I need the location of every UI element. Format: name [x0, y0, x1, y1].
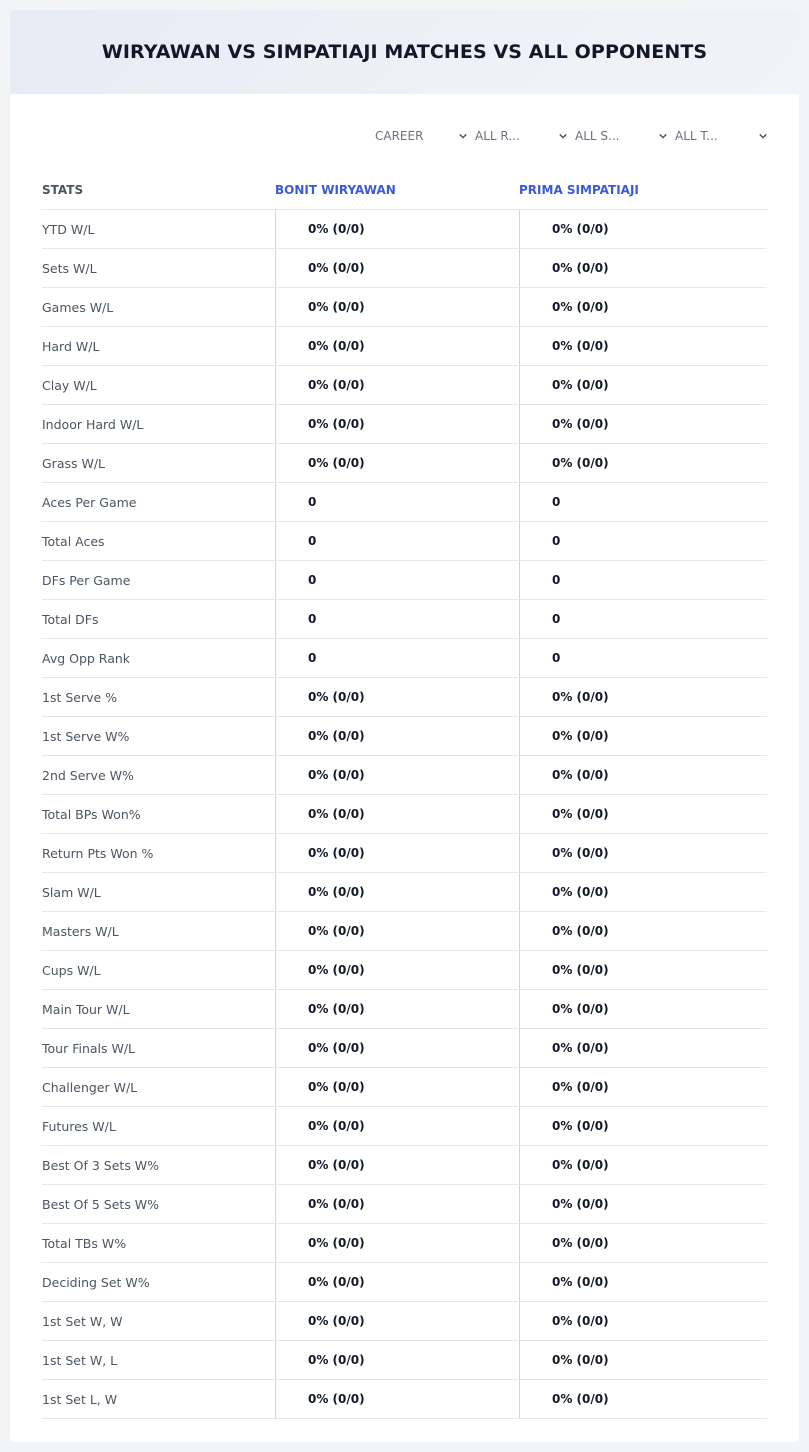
player2-value: 0 [519, 639, 767, 677]
player1-value: 0% (0/0) [275, 1263, 519, 1301]
table-row [42, 795, 767, 834]
player2-value: 0 [519, 522, 767, 560]
table-row [42, 834, 767, 873]
stat-label: 1st Serve W% [42, 728, 130, 744]
chevron-down-icon [559, 132, 567, 140]
player1-value: 0% (0/0) [275, 327, 519, 365]
player2-value: 0% (0/0) [519, 444, 767, 482]
stat-label: Total BPs Won% [42, 806, 141, 822]
player1-value: 0 [275, 639, 519, 677]
stats-card [10, 10, 799, 1442]
filter-label: CAREER [375, 129, 424, 143]
player1-value: 0% (0/0) [275, 1029, 519, 1067]
player2-value: 0% (0/0) [519, 1380, 767, 1418]
stat-label: Clay W/L [42, 377, 97, 393]
player2-value: 0% (0/0) [519, 405, 767, 443]
stat-label: Best Of 5 Sets W% [42, 1196, 160, 1212]
chevron-down-icon [759, 132, 767, 140]
player2-value: 0% (0/0) [519, 951, 767, 989]
table-row [42, 1380, 767, 1419]
stat-label: Slam W/L [42, 884, 101, 900]
table-row [42, 1302, 767, 1341]
player2-value: 0% (0/0) [519, 327, 767, 365]
stat-label: Masters W/L [42, 923, 119, 939]
column-header-player2[interactable]: PRIMA SIMPATIAJI [519, 182, 639, 197]
player1-value: 0% (0/0) [275, 1146, 519, 1184]
player1-value: 0% (0/0) [275, 990, 519, 1028]
stat-label: Challenger W/L [42, 1079, 138, 1095]
player2-value: 0% (0/0) [519, 1029, 767, 1067]
filter-period-select[interactable] [375, 127, 467, 145]
player1-value: 0% (0/0) [275, 249, 519, 287]
table-row [42, 249, 767, 288]
player2-value: 0 [519, 561, 767, 599]
player1-value: 0% (0/0) [275, 1302, 519, 1340]
player1-value: 0% (0/0) [275, 912, 519, 950]
chevron-down-icon [659, 132, 667, 140]
stat-label: Deciding Set W% [42, 1274, 150, 1290]
player1-value: 0% (0/0) [275, 756, 519, 794]
player1-value: 0% (0/0) [275, 1380, 519, 1418]
stat-label: 1st Serve % [42, 689, 118, 705]
table-row [42, 1341, 767, 1380]
table-row [42, 1263, 767, 1302]
player1-value: 0% (0/0) [275, 1107, 519, 1145]
table-row [42, 717, 767, 756]
table-row [42, 639, 767, 678]
table-row [42, 678, 767, 717]
stat-label: Sets W/L [42, 260, 97, 276]
stat-label: 1st Set L, W [42, 1391, 118, 1407]
table-row [42, 1224, 767, 1263]
stat-label: Total DFs [42, 611, 99, 627]
filter-label: ALL S... [575, 129, 620, 143]
player2-value: 0 [519, 483, 767, 521]
player2-value: 0% (0/0) [519, 1185, 767, 1223]
stat-label: Return Pts Won % [42, 845, 154, 861]
card-header [10, 10, 799, 94]
player2-value: 0% (0/0) [519, 1068, 767, 1106]
table-row [42, 210, 767, 249]
player1-value: 0% (0/0) [275, 795, 519, 833]
stat-label: Avg Opp Rank [42, 650, 131, 666]
stat-label: Total Aces [42, 533, 105, 549]
player1-value: 0% (0/0) [275, 717, 519, 755]
stat-label: 1st Set W, W [42, 1313, 123, 1329]
player2-value: 0% (0/0) [519, 1263, 767, 1301]
player2-value: 0% (0/0) [519, 249, 767, 287]
table-row [42, 951, 767, 990]
page-title: WIRYAWAN VS SIMPATIAJI MATCHES VS ALL OPPONENTS [101, 41, 708, 63]
filter-bar [375, 127, 767, 145]
stat-label: Games W/L [42, 299, 114, 315]
table-row [42, 1068, 767, 1107]
stat-label: Indoor Hard W/L [42, 416, 144, 432]
table-row [42, 990, 767, 1029]
player1-value: 0% (0/0) [275, 1068, 519, 1106]
player2-value: 0% (0/0) [519, 1107, 767, 1145]
stat-label: Main Tour W/L [42, 1001, 130, 1017]
table-row [42, 327, 767, 366]
filter-surface-select[interactable] [575, 127, 667, 145]
player2-value: 0% (0/0) [519, 912, 767, 950]
table-row [42, 366, 767, 405]
player2-value: 0% (0/0) [519, 1302, 767, 1340]
stats-table [42, 170, 767, 1419]
table-body [42, 210, 767, 1419]
player1-value: 0% (0/0) [275, 1224, 519, 1262]
table-header [42, 170, 767, 210]
table-row [42, 288, 767, 327]
table-row [42, 1107, 767, 1146]
player1-value: 0% (0/0) [275, 444, 519, 482]
table-row [42, 600, 767, 639]
player2-value: 0% (0/0) [519, 1146, 767, 1184]
player1-value: 0% (0/0) [275, 951, 519, 989]
player2-value: 0% (0/0) [519, 366, 767, 404]
player2-value: 0 [519, 600, 767, 638]
filter-label: ALL T... [675, 129, 718, 143]
table-row [42, 912, 767, 951]
player1-value: 0 [275, 522, 519, 560]
player2-value: 0% (0/0) [519, 210, 767, 248]
player2-value: 0% (0/0) [519, 834, 767, 872]
stat-label: Best Of 3 Sets W% [42, 1157, 160, 1173]
player1-value: 0% (0/0) [275, 873, 519, 911]
player1-value: 0% (0/0) [275, 366, 519, 404]
player1-value: 0 [275, 600, 519, 638]
stat-label: DFs Per Game [42, 572, 131, 588]
player2-value: 0% (0/0) [519, 1341, 767, 1379]
player1-value: 0 [275, 561, 519, 599]
stat-label: 2nd Serve W% [42, 767, 134, 783]
table-row [42, 405, 767, 444]
stat-label: Total TBs W% [42, 1235, 127, 1251]
player2-value: 0% (0/0) [519, 1224, 767, 1262]
chevron-down-icon [459, 132, 467, 140]
stat-label: YTD W/L [42, 221, 95, 237]
player2-value: 0% (0/0) [519, 756, 767, 794]
table-row [42, 444, 767, 483]
table-row [42, 1185, 767, 1224]
table-row [42, 561, 767, 600]
filter-tournament-select[interactable] [675, 127, 767, 145]
player1-value: 0% (0/0) [275, 405, 519, 443]
table-row [42, 483, 767, 522]
stat-label: Tour Finals W/L [42, 1040, 136, 1056]
player1-value: 0% (0/0) [275, 1185, 519, 1223]
stat-label: Grass W/L [42, 455, 106, 471]
table-row [42, 1146, 767, 1185]
player1-value: 0% (0/0) [275, 1341, 519, 1379]
player2-value: 0% (0/0) [519, 717, 767, 755]
player2-value: 0% (0/0) [519, 990, 767, 1028]
player1-value: 0% (0/0) [275, 288, 519, 326]
player2-value: 0% (0/0) [519, 795, 767, 833]
column-header-stats: STATS [42, 182, 84, 197]
stat-label: Aces Per Game [42, 494, 137, 510]
player2-value: 0% (0/0) [519, 288, 767, 326]
filter-label: ALL R... [475, 129, 520, 143]
player2-value: 0% (0/0) [519, 678, 767, 716]
table-row [42, 873, 767, 912]
player1-value: 0% (0/0) [275, 210, 519, 248]
player1-value: 0 [275, 483, 519, 521]
stat-label: Hard W/L [42, 338, 100, 354]
table-row [42, 756, 767, 795]
stat-label: Futures W/L [42, 1118, 116, 1134]
column-header-player1[interactable]: BONIT WIRYAWAN [275, 182, 396, 197]
stat-label: 1st Set W, L [42, 1352, 118, 1368]
table-row [42, 1029, 767, 1068]
filter-round-select[interactable] [475, 127, 567, 145]
table-row [42, 522, 767, 561]
stat-label: Cups W/L [42, 962, 101, 978]
player1-value: 0% (0/0) [275, 834, 519, 872]
player1-value: 0% (0/0) [275, 678, 519, 716]
player2-value: 0% (0/0) [519, 873, 767, 911]
